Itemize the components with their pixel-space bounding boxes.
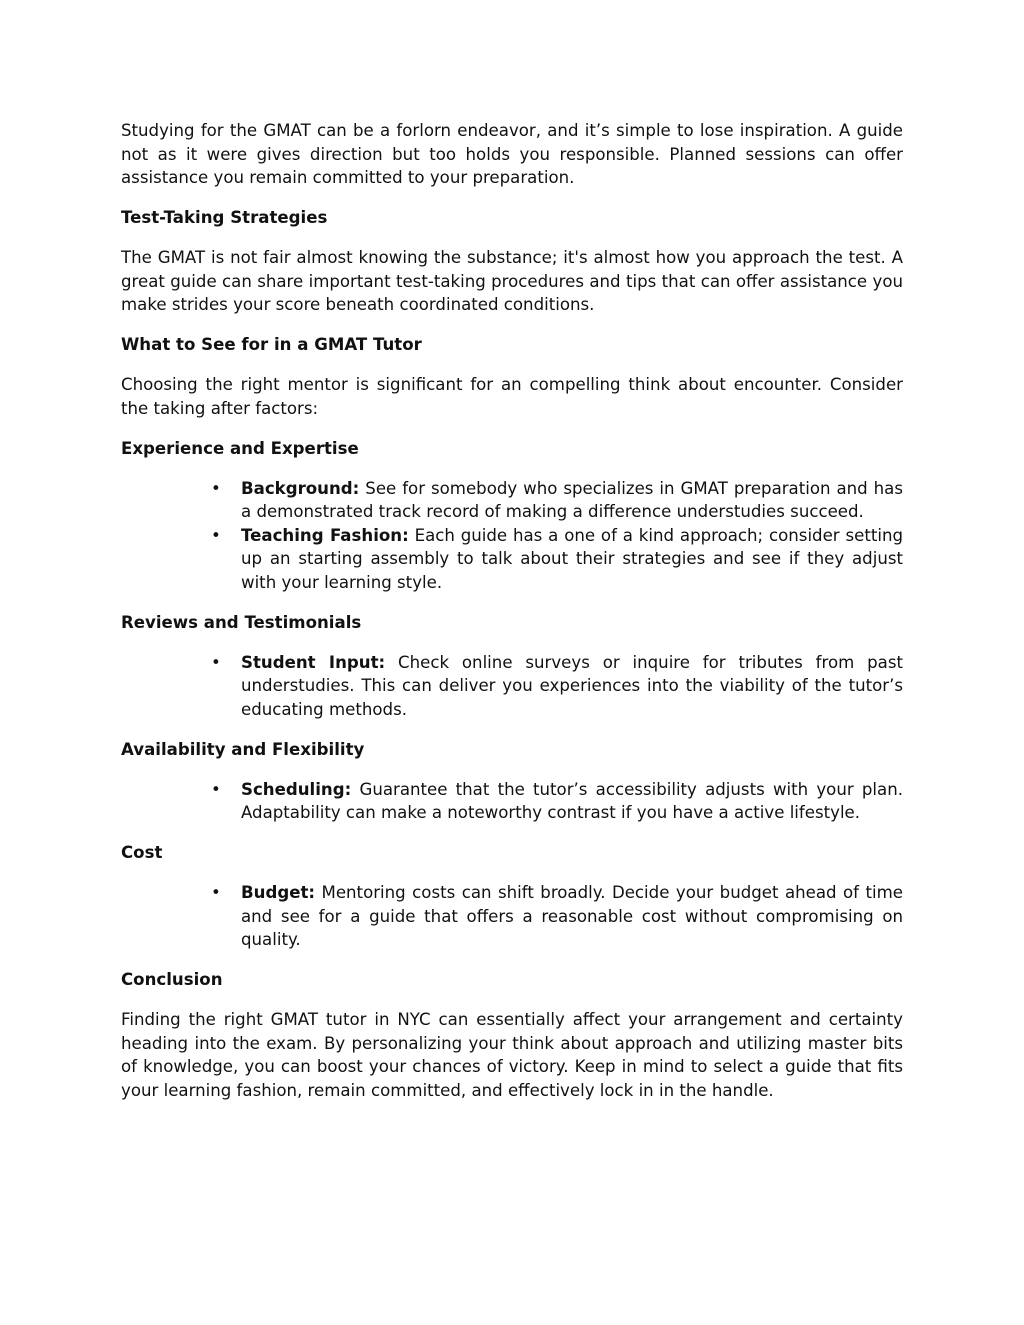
document-page: [121, 119, 903, 1102]
item-label: Budget:: [241, 883, 316, 902]
what-to-see-paragraph: Choosing the right mentor is significant for an compelling think about encounter. Consider the taking after factors:: [121, 375, 903, 418]
heading-reviews-testimonials: Reviews and Testimonials: [121, 612, 362, 632]
list-item: [121, 477, 903, 524]
item-label: Background:: [241, 478, 360, 498]
intro-paragraph: Studying for the GMAT can be a forlorn endeavor, and it’s simple to lose inspiration. A guide not as it were gives direction but too holds you responsible. Planned sessions can offer assistance you remain committed to your preparation.: [121, 121, 903, 187]
heading-test-taking-strategies: Test-Taking Strategies: [121, 208, 328, 227]
bullet-icon: •: [211, 652, 221, 672]
experience-list: [121, 477, 903, 595]
item-text: Mentoring costs can shift broadly. Decide your budget ahead of time and see for a guide that offers a reasonable cost without compromising on quality.: [241, 883, 903, 949]
heading-availability-flexibility: Availability and Flexibility: [121, 739, 365, 759]
item-label: Scheduling:: [241, 779, 352, 799]
item-text: Guarantee that the tutor’s accessibility adjusts with your plan. Adaptability can make a noteworthy contrast if you have a active lifestyle.: [241, 779, 903, 822]
item-text: See for somebody who specializes in GMAT preparation and has a demonstrated track record of making a difference understudies succeed.: [241, 478, 903, 521]
strategies-paragraph: The GMAT is not fair almost knowing the substance; it's almost how you approach the test. A great guide can share important test-taking procedures and tips that can offer assistance you make strides your score beneath coordinated conditions.: [121, 248, 903, 314]
availability-list: [121, 778, 903, 825]
bullet-icon: •: [211, 883, 221, 902]
list-item: [121, 524, 903, 595]
item-text: Each guide has a one of a kind approach; consider setting up an starting assembly to talk about their strategies and see if they adjust with your learning style.: [241, 525, 903, 592]
bullet-icon: •: [211, 478, 221, 498]
item-label: Student Input:: [241, 652, 386, 672]
heading-experience-expertise: Experience and Expertise: [121, 438, 359, 458]
list-item: [121, 651, 903, 722]
item-label: Teaching Fashion:: [241, 525, 409, 545]
list-item: [121, 778, 903, 825]
reviews-list: [121, 651, 903, 722]
bullet-icon: •: [211, 525, 221, 545]
conclusion-paragraph: Finding the right GMAT tutor in NYC can essentially affect your arrangement and certainty heading into the exam. By personalizing your think about approach and utilizing master bits of knowledge, you can boost your chances of victory. Keep in mind to select a guide that fits your learning fashion, remain committed, and effectively lock in in the handle.: [121, 1010, 903, 1100]
bullet-icon: •: [211, 779, 221, 799]
item-text: Check online surveys or inquire for tributes from past understudies. This can deliver you experiences into the viability of the tutor’s educating methods.: [241, 652, 903, 719]
heading-conclusion: Conclusion: [121, 970, 223, 989]
list-item: [121, 881, 903, 952]
heading-cost: Cost: [121, 843, 163, 862]
cost-list: [121, 881, 903, 952]
heading-what-to-see: What to See for in a GMAT Tutor: [121, 335, 422, 354]
